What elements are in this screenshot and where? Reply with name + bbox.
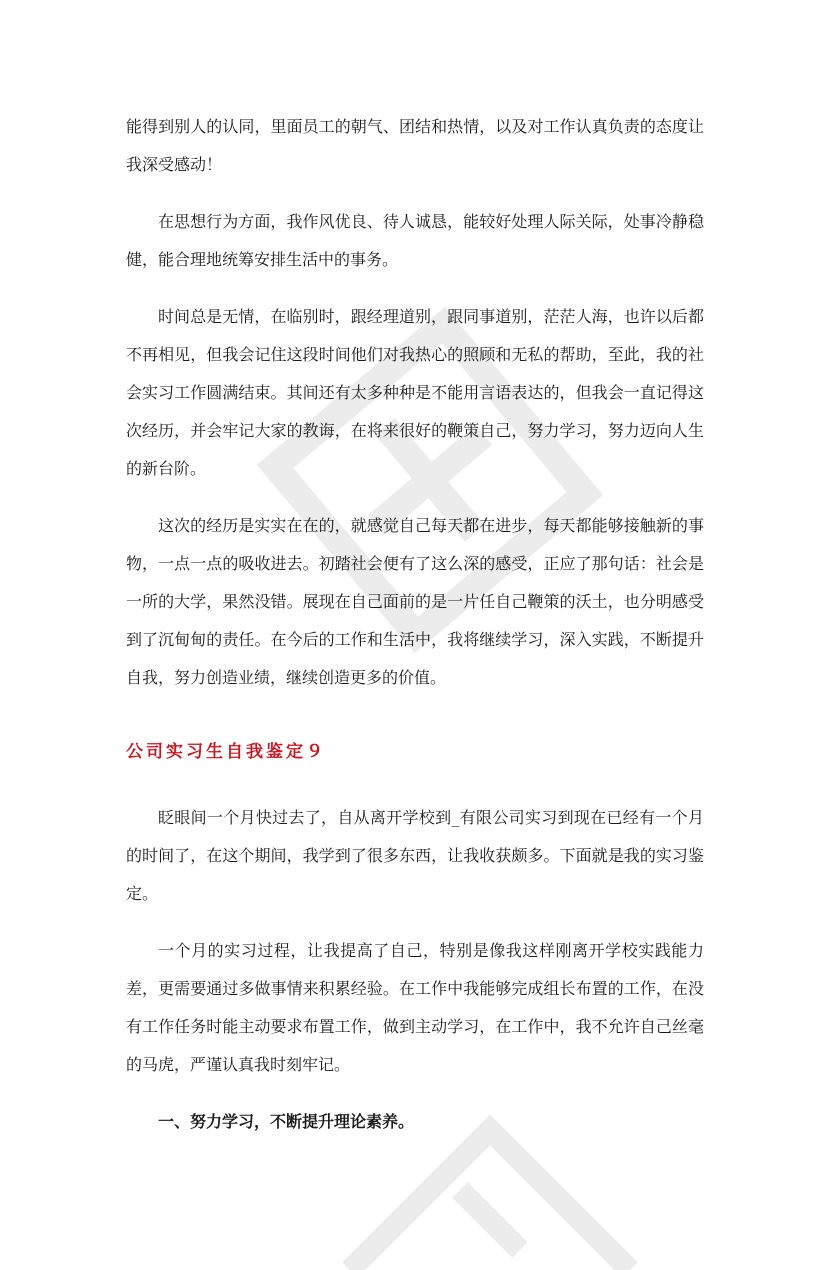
paragraph: 时间总是无情，在临别时，跟经理道别，跟同事道别，茫茫人海，也许以后都不再相见，但我会记住这段时间他们对我热心的照顾和无私的帮助，至此，我的社会实习工作圆满结束。其间还有太多种种是不能用言语表达的，但我会一直记得这次经历，并会牢记大家的教诲，在将来很好的鞭策自己，努力学习，努力迈向人生的新台阶。 [126, 307, 704, 478]
subheading: 一、努力学习，不断提升理论素养。 [158, 1112, 415, 1131]
section-heading: 公司实习生自我鉴定９ [126, 742, 326, 762]
paragraph: 这次的经历是实实在在的，就感觉自己每天都在进步，每天都能够接触新的事物，一点一点的吸收进去。初踏社会便有了这么深的感受，正应了那句话：社会是一所的大学，果然没错。展现在自己面前的是一片任自己鞭策的沃土，也分明感受到了沉甸甸的责任。在今后的工作和生活中，我将继续学习，深入实践，不断提升自我，努力创造业绩，继续创造更多的价值。 [126, 516, 704, 687]
paragraph: 一个月的实习过程，让我提高了自己，特别是像我这样刚离开学校实践能力差，更需要通过多做事情来积累经验。在工作中我能够完成组长布置的工作，在没有工作任务时能主动要求布置工作，做到主动学习，在工作中，我不允许自己丝毫的马虎，严谨认真我时刻牢记。 [126, 941, 704, 1074]
paragraph: 在思想行为方面，我作风优良、待人诚恳，能较好处理人际关际，处事冷静稳健，能合理地统筹安排生活中的事务。 [126, 212, 704, 269]
paragraph: 能得到别人的认同，里面员工的朝气、团结和热情，以及对工作认真负责的态度让我深受感动！ [126, 117, 704, 174]
document-body [126, 108, 704, 1141]
paragraph: 眨眼间一个月快过去了，自从离开学校到_有限公司实习到现在已经有一个月的时间了，在这个期间，我学到了很多东西，让我收获颇多。下面就是我的实习鉴定。 [126, 808, 704, 903]
